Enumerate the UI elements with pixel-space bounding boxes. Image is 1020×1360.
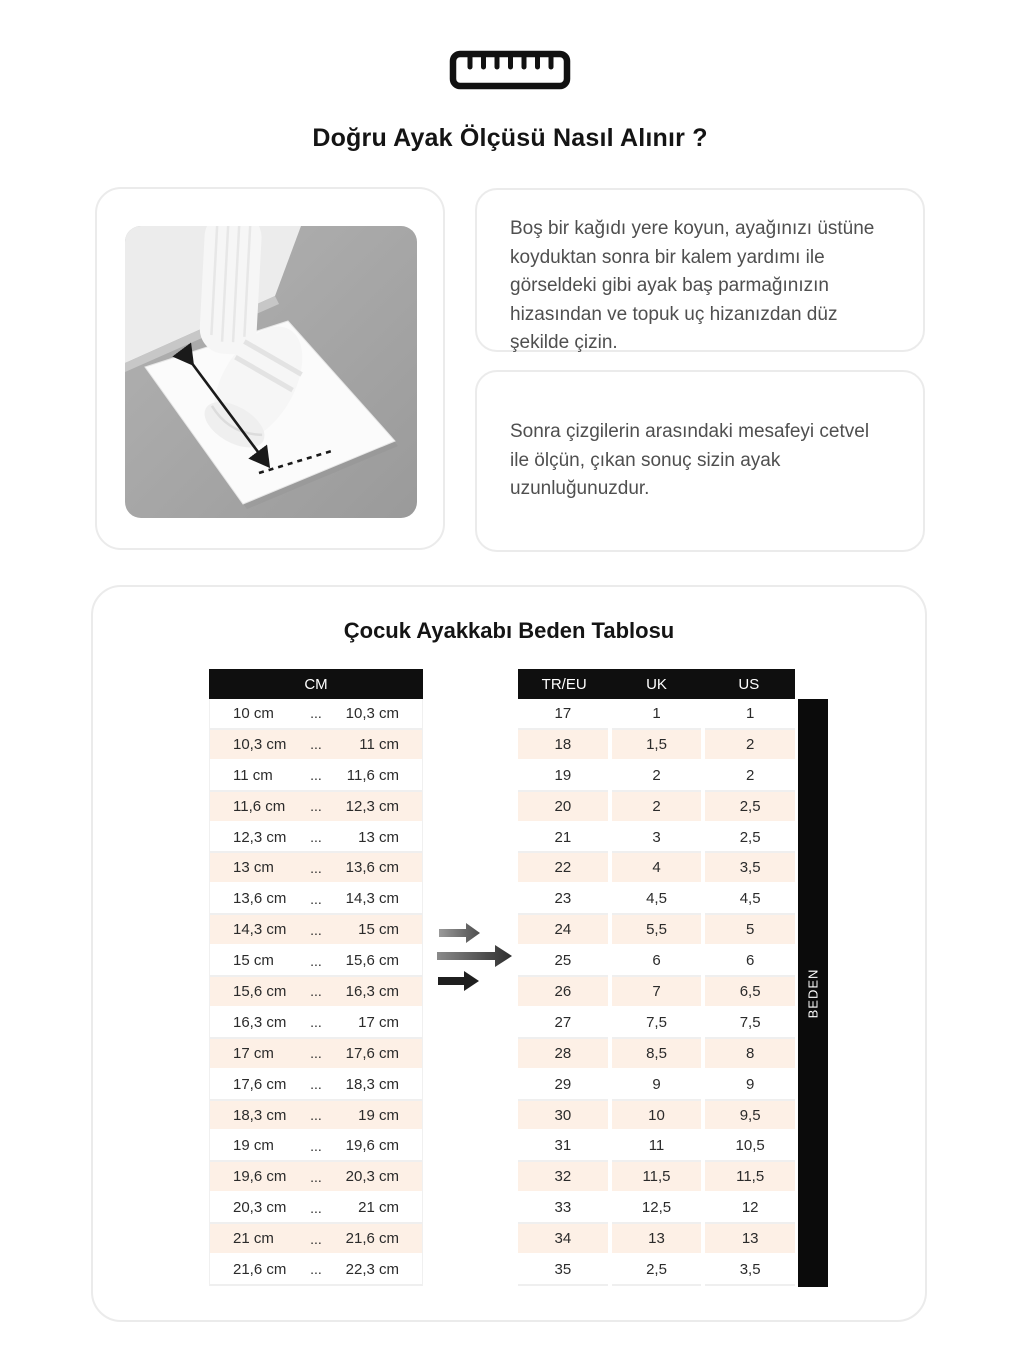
ruler-icon xyxy=(0,50,1020,90)
size-cell: 5,5 xyxy=(612,915,702,946)
cm-dots-value: ... xyxy=(310,705,322,722)
cm-dots-value: ... xyxy=(310,1261,322,1278)
cm-table-row xyxy=(210,1255,422,1286)
cm-to-value: 13 cm xyxy=(358,828,399,846)
cm-to-value: 21 cm xyxy=(358,1199,399,1217)
cm-table-row xyxy=(210,946,422,977)
size-cell: 2 xyxy=(705,761,795,792)
size-table xyxy=(518,669,795,1286)
size-cell: 23 xyxy=(518,884,608,915)
size-table-row xyxy=(518,823,795,854)
size-cell: 13 xyxy=(705,1224,795,1255)
cm-dots-value: ... xyxy=(310,1045,322,1062)
cm-table-header: CM xyxy=(209,669,423,699)
cm-dots-value: ... xyxy=(310,736,322,753)
size-cell: 31 xyxy=(518,1131,608,1162)
cm-from-value: 19 cm xyxy=(233,1137,274,1155)
size-table-row xyxy=(518,977,795,1008)
size-cell: 7,5 xyxy=(705,1008,795,1039)
size-cell: 7 xyxy=(612,977,702,1008)
size-cell: 29 xyxy=(518,1070,608,1101)
size-cell: 12,5 xyxy=(612,1193,702,1224)
cm-dots-value: ... xyxy=(310,983,322,1000)
cm-table-row xyxy=(210,915,422,946)
cm-dots-value: ... xyxy=(310,859,322,876)
cm-to-value: 20,3 cm xyxy=(345,1168,399,1186)
cm-to-value: 18,3 cm xyxy=(345,1075,399,1093)
cm-from-value: 17,6 cm xyxy=(233,1075,287,1093)
cm-from-value: 19,6 cm xyxy=(233,1168,287,1186)
size-cell: 28 xyxy=(518,1039,608,1070)
cm-table-row xyxy=(210,1070,422,1101)
cm-to-value: 14,3 cm xyxy=(345,890,399,908)
size-cell: 11 xyxy=(612,1131,702,1162)
cm-to-value: 16,3 cm xyxy=(345,982,399,1000)
size-cell: 2 xyxy=(612,761,702,792)
instruction-step-1: Boş bir kağıdı yere koyun, ayağınızı üstüne koyduktan sonra bir kalem yardımı ile görseldeki gibi ayak baş parmağınızın hizasından ve topuk uç hizanızdan düz şekilde çizin. xyxy=(475,188,925,352)
cm-table-row xyxy=(210,823,422,854)
size-cell: 21 xyxy=(518,823,608,854)
size-cell: 8 xyxy=(705,1039,795,1070)
size-cell: 19 xyxy=(518,761,608,792)
size-cell: 4,5 xyxy=(705,884,795,915)
size-table-row xyxy=(518,915,795,946)
cm-to-value: 17 cm xyxy=(358,1013,399,1031)
cm-dots-value: ... xyxy=(310,1014,322,1031)
cm-from-value: 13,6 cm xyxy=(233,890,287,908)
cm-to-value: 17,6 cm xyxy=(345,1044,399,1062)
size-cell: 34 xyxy=(518,1224,608,1255)
size-cell: 6 xyxy=(705,946,795,977)
size-cell: 2 xyxy=(705,730,795,761)
size-cell: 33 xyxy=(518,1193,608,1224)
cm-from-value: 15,6 cm xyxy=(233,982,287,1000)
size-table-row xyxy=(518,1131,795,1162)
size-table-row xyxy=(518,1039,795,1070)
size-cell: 6 xyxy=(612,946,702,977)
cm-dots-value: ... xyxy=(310,1107,322,1124)
size-cell: 32 xyxy=(518,1162,608,1193)
cm-to-value: 10,3 cm xyxy=(345,704,399,722)
cm-dots-value: ... xyxy=(310,829,322,845)
cm-from-value: 21 cm xyxy=(233,1230,274,1248)
cm-to-value: 11 cm xyxy=(359,735,399,753)
cm-to-value: 13,6 cm xyxy=(345,859,399,877)
size-table-row xyxy=(518,792,795,823)
page-title: Doğru Ayak Ölçüsü Nasıl Alınır ? xyxy=(312,124,708,152)
foot-measurement-photo xyxy=(125,226,417,518)
cm-to-value: 19 cm xyxy=(358,1106,399,1124)
measurement-photo-card xyxy=(95,187,445,550)
cm-table-row xyxy=(210,1162,422,1193)
size-table-row xyxy=(518,946,795,977)
size-cell: 1 xyxy=(612,699,702,730)
size-cell: 3 xyxy=(612,823,702,854)
size-cell: 22 xyxy=(518,853,608,884)
cm-from-value: 11,6 cm xyxy=(233,797,286,815)
cm-table xyxy=(209,669,423,1286)
size-cell: 2,5 xyxy=(612,1255,702,1286)
cm-from-value: 20,3 cm xyxy=(233,1199,287,1217)
cm-to-value: 15,6 cm xyxy=(345,952,399,970)
size-cell: 9,5 xyxy=(705,1101,795,1132)
size-cell: 4,5 xyxy=(612,884,702,915)
size-table-header xyxy=(518,669,795,699)
cm-table-row xyxy=(210,884,422,915)
cm-table-row xyxy=(210,1039,422,1070)
size-cell: 9 xyxy=(612,1070,702,1101)
beden-vertical-label xyxy=(798,699,828,1287)
cm-to-value: 21,6 cm xyxy=(345,1230,399,1248)
arrows-right-icon xyxy=(437,919,515,998)
instruction-step-2-text: Sonra çizgilerin arasındaki mesafeyi cetvel ile ölçün, çıkan sonuç sizin ayak uzunluğunuzdur. xyxy=(510,421,870,500)
size-cell: 25 xyxy=(518,946,608,977)
size-table-row xyxy=(518,884,795,915)
cm-table-row xyxy=(210,1101,422,1132)
cm-from-value: 11 cm xyxy=(233,766,273,784)
cm-table-row xyxy=(210,1131,422,1162)
cm-table-row xyxy=(210,977,422,1008)
cm-from-value: 12,3 cm xyxy=(233,828,287,846)
size-cell: 17 xyxy=(518,699,608,730)
size-cell: 13 xyxy=(612,1224,702,1255)
size-table-row xyxy=(518,699,795,730)
cm-dots-value: ... xyxy=(310,1230,322,1247)
size-table-row xyxy=(518,1008,795,1039)
size-cell: 4 xyxy=(612,853,702,884)
cm-to-value: 12,3 cm xyxy=(345,797,399,815)
size-cell: 26 xyxy=(518,977,608,1008)
size-table-row xyxy=(518,1224,795,1255)
cm-dots-value: ... xyxy=(310,952,322,969)
cm-table-row xyxy=(210,730,422,761)
size-table-header-uk: UK xyxy=(646,675,667,693)
size-cell: 10,5 xyxy=(705,1131,795,1162)
cm-table-row xyxy=(210,761,422,792)
cm-dots-value: ... xyxy=(310,1076,322,1093)
size-table-header-us: US xyxy=(738,675,760,693)
cm-from-value: 15 cm xyxy=(233,952,274,970)
size-cell: 27 xyxy=(518,1008,608,1039)
size-cell: 7,5 xyxy=(612,1008,702,1039)
size-table-row xyxy=(518,1070,795,1101)
size-cell: 35 xyxy=(518,1255,608,1286)
cm-dots-value: ... xyxy=(310,921,322,938)
cm-to-value: 19,6 cm xyxy=(345,1137,399,1155)
cm-table-row xyxy=(210,1008,422,1039)
cm-table-row xyxy=(210,792,422,823)
size-table-row xyxy=(518,853,795,884)
cm-table-row xyxy=(210,1193,422,1224)
size-table-row xyxy=(518,1162,795,1193)
cm-to-value: 11,6 cm xyxy=(346,766,399,784)
size-cell: 2,5 xyxy=(705,823,795,854)
size-cell: 11,5 xyxy=(705,1162,795,1193)
size-cell: 9 xyxy=(705,1070,795,1101)
cm-from-value: 14,3 cm xyxy=(233,921,287,939)
cm-from-value: 13 cm xyxy=(233,859,274,877)
size-cell: 12 xyxy=(705,1193,795,1224)
size-cell: 3,5 xyxy=(705,853,795,884)
size-cell: 6,5 xyxy=(705,977,795,1008)
cm-dots-value: ... xyxy=(310,767,322,784)
cm-from-value: 16,3 cm xyxy=(233,1013,287,1031)
cm-dots-value: ... xyxy=(310,798,322,815)
size-table-row xyxy=(518,1193,795,1224)
size-table-row xyxy=(518,730,795,761)
cm-from-value: 17 cm xyxy=(233,1044,274,1062)
cm-from-value: 10 cm xyxy=(233,704,274,722)
cm-to-value: 22,3 cm xyxy=(345,1260,399,1278)
size-cell: 30 xyxy=(518,1101,608,1132)
cm-table-body xyxy=(209,699,423,1286)
cm-table-row xyxy=(210,1224,422,1255)
cm-dots-value: ... xyxy=(310,1168,322,1185)
cm-dots-value: ... xyxy=(310,1137,322,1154)
size-cell: 3,5 xyxy=(705,1255,795,1286)
cm-from-value: 21,6 cm xyxy=(233,1260,287,1278)
size-table-row xyxy=(518,1101,795,1132)
size-cell: 2 xyxy=(612,792,702,823)
size-table-body xyxy=(518,699,795,1286)
cm-from-value: 10,3 cm xyxy=(233,735,287,753)
size-cell: 20 xyxy=(518,792,608,823)
cm-dots-value: ... xyxy=(310,1199,322,1216)
size-cell: 5 xyxy=(705,915,795,946)
cm-to-value: 15 cm xyxy=(358,921,399,939)
size-cell: 8,5 xyxy=(612,1039,702,1070)
cm-table-row xyxy=(210,853,422,884)
size-chart-title: Çocuk Ayakkabı Beden Tablosu xyxy=(343,618,675,643)
size-cell: 18 xyxy=(518,730,608,761)
cm-dots-value: ... xyxy=(310,890,322,907)
size-table-row xyxy=(518,761,795,792)
size-cell: 2,5 xyxy=(705,792,795,823)
cm-table-row xyxy=(210,699,422,730)
cm-from-value: 18,3 cm xyxy=(233,1106,287,1124)
size-cell: 11,5 xyxy=(612,1162,702,1193)
size-table-header-treu: TR/EU xyxy=(541,675,587,693)
size-chart-card xyxy=(91,585,927,1322)
size-cell: 1 xyxy=(705,699,795,730)
size-table-row xyxy=(518,1255,795,1286)
size-cell: 24 xyxy=(518,915,608,946)
size-cell: 1,5 xyxy=(612,730,702,761)
beden-label-text: BEDEN xyxy=(805,968,821,1018)
size-cell: 10 xyxy=(612,1101,702,1132)
instruction-step-2 xyxy=(475,370,925,552)
